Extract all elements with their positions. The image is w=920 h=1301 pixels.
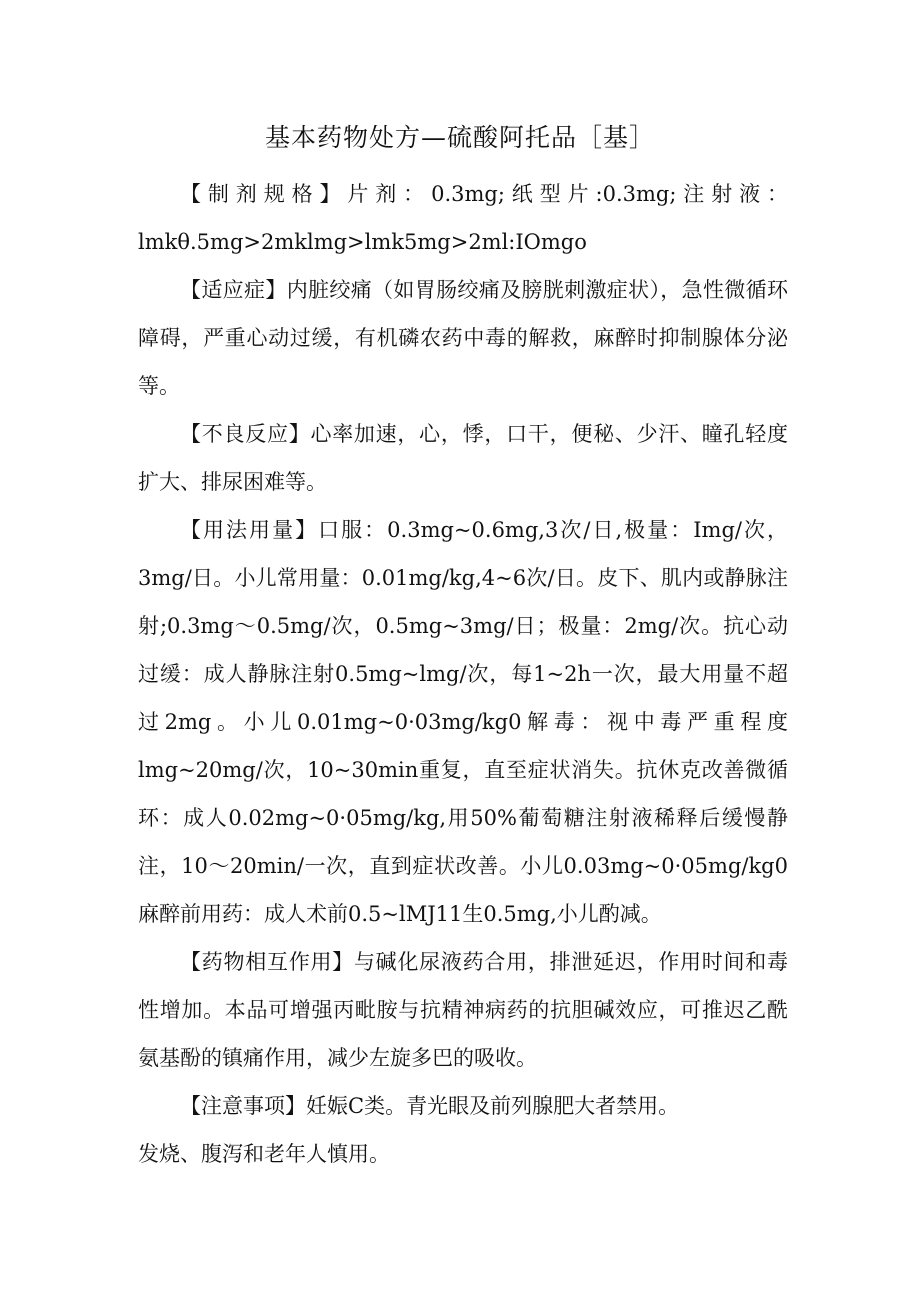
- section-heading-specification: 【制剂规格】: [180, 182, 348, 206]
- paragraph-indications: [138, 266, 788, 410]
- section-text-dosage: 口服：0.3mg~0.6mg,3次/日,极量：Img/次，3mg/日。小儿常用量：0.01mg/kg,4~6次/日。皮下、肌内或静脉注射;0.3mg～0.5mg/次，0.5mg~3mg/日；极量：2mg/次。抗心动过缓：成人静脉注射0.5mg~lmg/次，每1~2h一次，最大用量不超过2mg。小儿0.01mg~0·03mg/kg0解毒：视中毒严重程度lmg~20mg/次，10~30min重复，直至症状消失。抗休克改善微循环：成人0.02mg~0·05mg/kg,用50%葡萄糖注射液稀释后缓慢静注，10～20min/一次，直到症状改善。小儿0.03mg~0·05mg/kg0麻醉前用药：成人术前0.5~lMJ11生0.5mg,小儿酌减。: [138, 518, 788, 926]
- document-body: [138, 170, 788, 1178]
- paragraph-specification: [138, 170, 788, 266]
- section-heading-adverse-reactions: 【不良反应】: [180, 422, 311, 446]
- paragraph-dosage: [138, 506, 788, 938]
- section-text-interactions: 与碱化尿液药合用，排泄延迟，作用时间和毒性增加。本品可增强丙毗胺与抗精神病药的抗胆碱效应，可推迟乙酰氨基酚的镇痛作用，减少左旋多巴的吸收。: [138, 950, 789, 1070]
- section-heading-interactions: 【药物相互作用】: [180, 950, 354, 974]
- paragraph-trailing-line: 发烧、腹泻和老年人慎用。: [138, 1142, 390, 1166]
- paragraph-precautions: [138, 1082, 788, 1130]
- section-text-specification: 片剂：0.3mg;纸型片:0.3mg;注射液：lmkθ.5mg>2mklmg>lmk5mg>2ml:IOmgo: [138, 182, 788, 254]
- section-text-indications: 内脏绞痛（如胃肠绞痛及膀胱刺激症状），急性微循环障碍，严重心动过缓，有机磷农药中毒的解救，麻醉时抑制腺体分泌等。: [138, 278, 789, 398]
- section-heading-precautions: 【注意事项】: [180, 1094, 306, 1118]
- paragraph-interactions: [138, 938, 788, 1082]
- paragraph-adverse-reactions: [138, 410, 788, 506]
- section-text-adverse-reactions: 心率加速，心，悸，口干，便秘、少汗、瞳孔轻度扩大、排尿困难等。: [138, 422, 789, 494]
- page-title: 基本药物处方—硫酸阿托品［基］: [264, 123, 655, 152]
- section-heading-dosage: 【用法用量】: [180, 518, 319, 542]
- section-heading-indications: 【适应症】: [180, 278, 287, 302]
- section-text-precautions: 妊娠C类。青光眼及前列腺肥大者禁用。: [306, 1094, 680, 1118]
